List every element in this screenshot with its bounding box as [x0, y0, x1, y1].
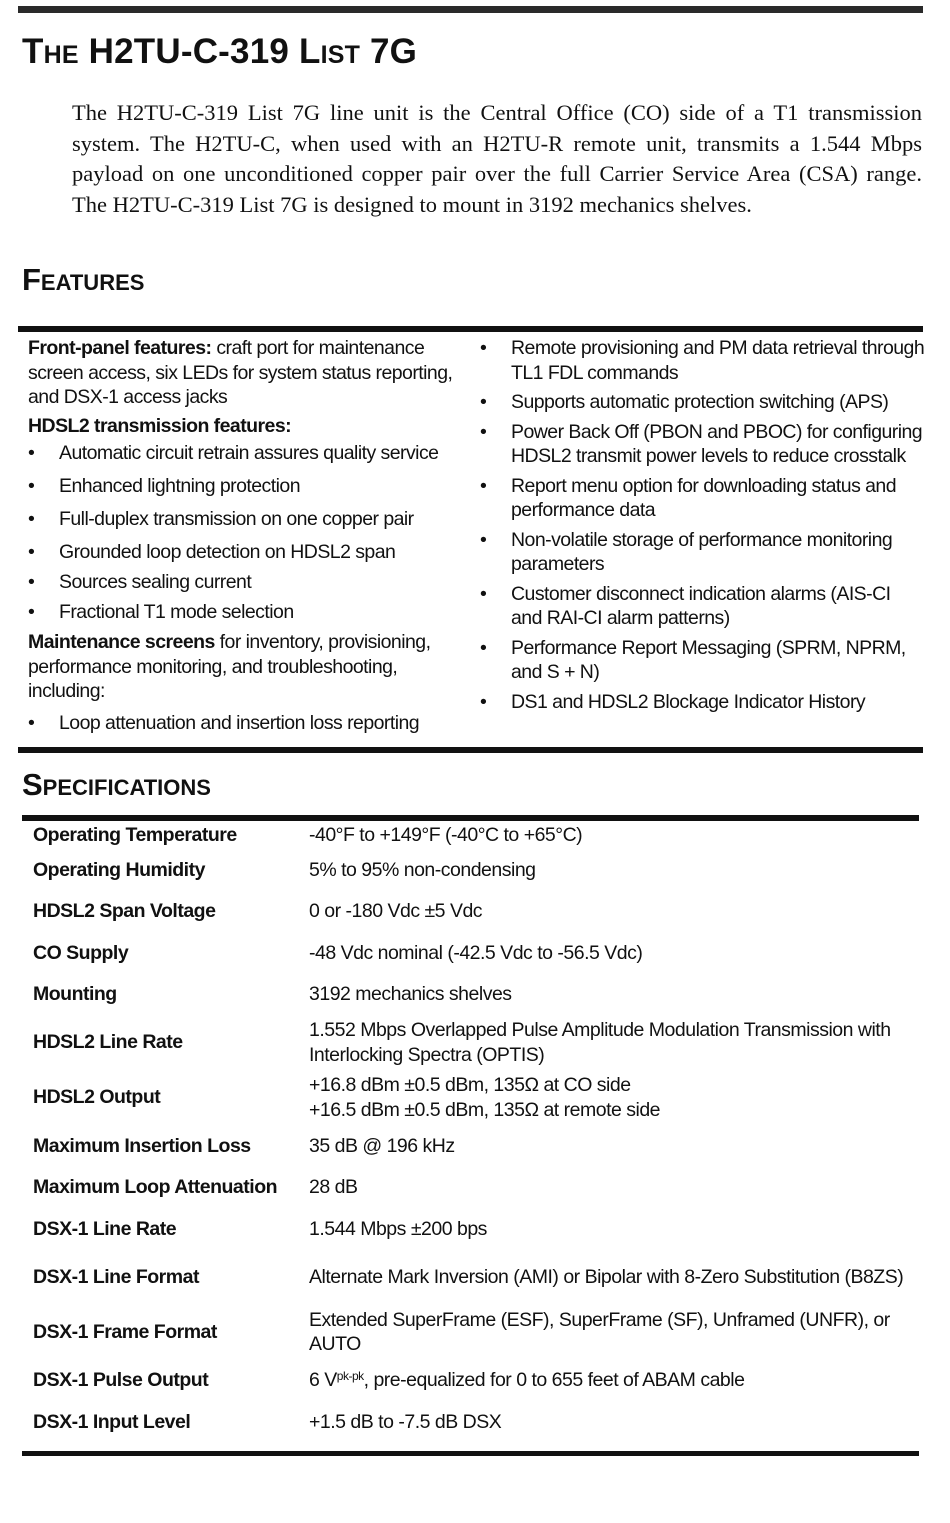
table-row — [22, 1015, 919, 1070]
spec-value: -48 Vdc nominal (-42.5 Vdc to -56.5 Vdc) — [309, 941, 643, 964]
spec-key: Operating Humidity — [33, 858, 205, 881]
list-item: • Supports automatic protection switching (APS) — [480, 391, 889, 413]
features-left-column — [28, 336, 478, 744]
table-row — [22, 1208, 919, 1250]
list-item: • Automatic circuit retrain assures quality service — [28, 442, 439, 464]
spec-key: CO Supply — [33, 941, 129, 964]
table-row — [22, 1305, 919, 1360]
spec-key: DSX-1 Line Rate — [33, 1217, 177, 1240]
spec-key: Operating Temperature — [33, 823, 237, 846]
spec-value: 6 $V^{pk-pk}$, pre-equalized for 0 to 655 feet of ABAM cable — [309, 1369, 745, 1391]
list-item: • Non-volatile storage of performance monitoring parameters — [480, 528, 893, 575]
page-title: The H2TU-C-319 List 7G — [22, 32, 418, 71]
specifications-bottom-rule — [22, 1451, 919, 1456]
list-item: • Grounded loop detection on HDSL2 span — [28, 541, 396, 563]
features-heading: Features — [22, 262, 145, 297]
spec-key: Mounting — [33, 983, 117, 1005]
spec-value: Alternate Mark Inversion (AMI) or Bipolar with 8-Zero Substitution (B8ZS) — [309, 1265, 904, 1288]
spec-value: +16.8 dBm ±0.5 dBm, 135Ω at CO side +16.5 dBm ±0.5 dBm, 135Ω at remote side — [309, 1074, 661, 1121]
table-row — [22, 1125, 919, 1167]
list-item: • Report menu option for downloading status and performance data — [480, 474, 897, 521]
spec-value: Extended SuperFrame (ESF), SuperFrame (SF), Unframed (UNFR), or AUTO — [309, 1308, 890, 1355]
table-row — [22, 891, 919, 933]
specifications-table — [22, 821, 919, 1443]
spec-key: DSX-1 Line Format — [33, 1265, 199, 1288]
maintenance-list — [28, 711, 478, 736]
intro-paragraph: The H2TU-C-319 List 7G line unit is the Central Office (CO) side of a T1 transmission system. The H2TU-C, when used with an H2TU-R remote unit, transmits a 1.544 Mbps payload on one unconditioned copper pair over the full Carrier Service Area (CSA) range. The H2TU-C-319 List 7G is designed to mount in 3192 mechanics shelves. — [72, 100, 922, 217]
spec-value: 5% to 95% non-condensing — [309, 858, 536, 881]
list-item: • Full-duplex transmission on one copper pair — [28, 508, 414, 530]
list-item: • Enhanced lightning protection — [28, 475, 300, 497]
list-item: • Customer disconnect indication alarms (AIS-CI and RAI-CI alarm patterns) — [480, 582, 891, 629]
spec-value: -40°F to +149°F (-40°C to +65°C) — [309, 823, 583, 846]
table-row — [22, 1250, 919, 1305]
table-row — [22, 821, 919, 849]
table-row — [22, 1401, 919, 1443]
spec-key: Maximum Loop Attenuation — [33, 1176, 278, 1198]
spec-value: +1.5 dB to -7.5 dB DSX — [309, 1410, 502, 1433]
features-right-list — [480, 336, 925, 714]
top-rule — [18, 6, 923, 13]
list-item: • Fractional T1 mode selection — [28, 601, 294, 623]
hdsl2-features-label: HDSL2 transmission features: — [28, 414, 292, 437]
front-panel-features: Front-panel features: craft port for maintenance screen access, six LEDs for system status reporting, and DSX-1 access jacks — [28, 337, 453, 408]
features-section — [28, 336, 923, 746]
spec-key: DSX-1 Pulse Output — [33, 1369, 209, 1391]
list-item: • Loop attenuation and insertion loss reporting — [28, 711, 420, 734]
features-right-column — [480, 336, 925, 719]
spec-value: 28 dB — [309, 1176, 358, 1198]
spec-value: 1.552 Mbps Overlapped Pulse Amplitude Modulation Transmission with Interlocking Spectra (OPTIS) — [309, 1019, 891, 1066]
list-item: • Sources sealing current — [28, 571, 252, 593]
spec-key: DSX-1 Input Level — [33, 1410, 191, 1433]
spec-value: 0 or -180 Vdc ±5 Vdc — [309, 900, 483, 922]
list-item: • Power Back Off (PBON and PBOC) for configuring HDSL2 transmit power levels to reduce crosstalk — [480, 420, 923, 467]
spec-key: HDSL2 Output — [33, 1086, 161, 1109]
spec-key: HDSL2 Line Rate — [33, 1031, 183, 1054]
table-row — [22, 849, 919, 891]
spec-value: 3192 mechanics shelves — [309, 983, 512, 1005]
spec-value: 1.544 Mbps ±200 bps — [309, 1217, 487, 1240]
hdsl2-features-list — [28, 441, 478, 625]
table-row — [22, 1360, 919, 1402]
table-row — [22, 974, 919, 1016]
features-top-rule — [18, 326, 923, 332]
table-row — [22, 1167, 919, 1209]
spec-key: DSX-1 Frame Format — [33, 1320, 217, 1343]
list-item: • Performance Report Messaging (SPRM, NPRM, and S + N) — [480, 636, 906, 683]
spec-key: Maximum Insertion Loss — [33, 1134, 251, 1157]
list-item: • Remote provisioning and PM data retrieval through TL1 FDL commands — [480, 337, 925, 384]
spec-key: HDSL2 Span Voltage — [33, 900, 216, 922]
spec-value: 35 dB @ 196 kHz — [309, 1134, 455, 1157]
list-item: • DS1 and HDSL2 Blockage Indicator History — [480, 690, 866, 713]
specifications-heading: Specifications — [22, 767, 211, 802]
table-row — [22, 1070, 919, 1125]
features-bottom-rule — [18, 747, 923, 753]
table-row — [22, 932, 919, 974]
maintenance-screens: Maintenance screens for inventory, provisioning, performance monitoring, and troubleshooting, including: — [28, 631, 431, 702]
